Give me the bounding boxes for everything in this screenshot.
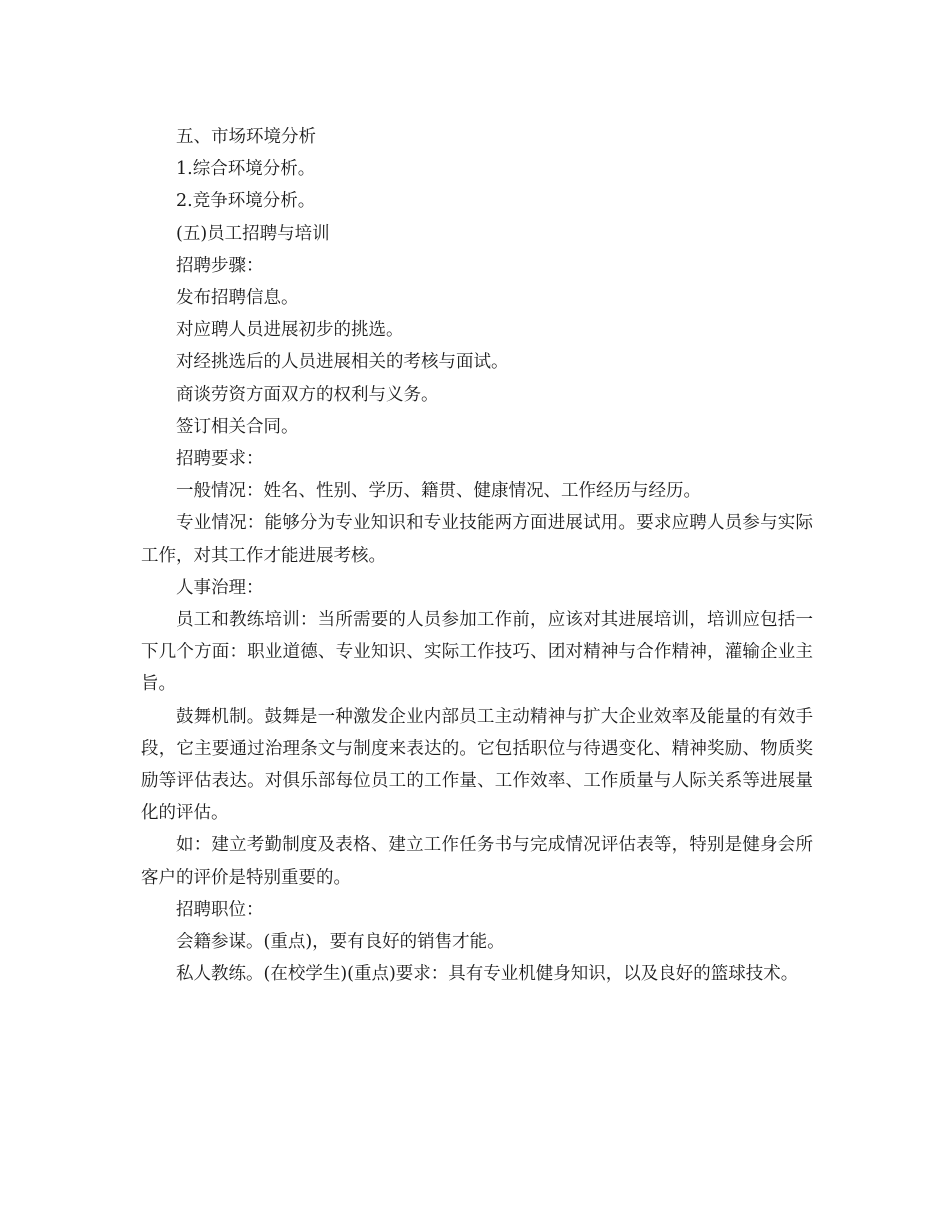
section-heading-recruitment: (五)员工招聘与培训 [176,223,330,244]
list-item: 对应聘人员进展初步的挑选。 [176,320,404,341]
list-item: 1.综合环境分析。 [176,159,316,180]
body-paragraph: 鼓舞机制。鼓舞是一种激发企业内部员工主动精神与扩大企业效率及能量的有效手段，它主要通过治理条文与制度来表达的。它包括职位与待遇变化、精神奖励、物质奖励等评估表达。对俱乐部每位员工的工作量、工作效率、工作质量与人际关系等进展量化的评估。 [141,706,813,824]
list-item: 商谈劳资方面双方的权利与义务。 [176,384,439,405]
body-paragraph: 专业情况：能够分为专业知识和专业技能两方面进展试用。要求应聘人员参与实际工作，对其工作才能进展考核。 [141,513,813,566]
list-item: 对经挑选后的人员进展相关的考核与面试。 [176,352,509,373]
body-paragraph: 会籍参谋。(重点)，要有良好的销售才能。 [176,932,505,953]
section-heading-market-analysis: 五、市场环境分析 [176,127,316,147]
subheading-recruitment-steps: 招聘步骤： [176,255,264,276]
list-item: 发布招聘信息。 [176,288,299,309]
list-item: 2.竞争环境分析。 [176,191,316,212]
subheading-recruitment-positions: 招聘职位： [176,899,264,920]
body-paragraph: 员工和教练培训：当所需要的人员参加工作前，应该对其进展培训，培训应包括一下几个方面：职业道德、专业知识、实际工作技巧、团对精神与合作精神，灌输企业主旨。 [141,610,813,695]
subheading-recruitment-requirements: 招聘要求： [176,449,264,470]
subheading-personnel-management: 人事治理： [176,577,264,598]
list-item: 签订相关合同。 [176,416,299,437]
body-paragraph: 一般情况：姓名、性别、学历、籍贯、健康情况、工作经历与经历。 [176,481,701,502]
body-paragraph: 私人教练。(在校学生)(重点)要求：具有专业机健身知识，以及良好的篮球技术。 [176,964,799,985]
body-paragraph: 如：建立考勤制度及表格、建立工作任务书与完成情况评估表等，特别是健身会所客户的评价是特别重要的。 [141,835,813,888]
document-body [141,121,813,990]
